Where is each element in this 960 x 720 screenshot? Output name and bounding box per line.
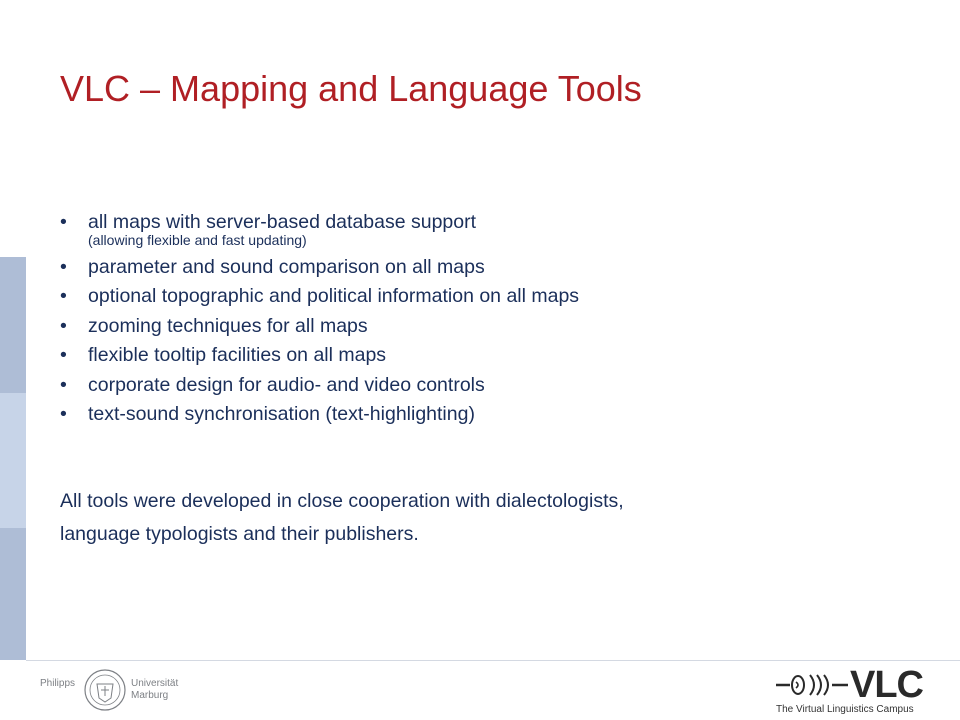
bullet-icon: • xyxy=(60,373,67,396)
logo-text-marburg: Marburg xyxy=(131,690,169,701)
closing-note xyxy=(60,485,840,551)
bullet-icon: • xyxy=(60,211,67,233)
sidebar-stripe-middle xyxy=(0,393,26,528)
footer-divider xyxy=(26,660,960,661)
logo-text-universitat: Universität xyxy=(131,678,179,689)
university-seal-icon xyxy=(83,668,127,712)
bullet-item xyxy=(60,256,820,278)
bullet-item xyxy=(60,344,820,366)
logo-text-philipps: Philipps xyxy=(40,678,76,689)
vlc-logo xyxy=(766,664,956,716)
bullet-item xyxy=(60,403,820,425)
bullet-list xyxy=(60,211,820,433)
university-logo xyxy=(28,668,178,714)
vlc-wordmark: VLC xyxy=(850,664,923,706)
bullet-icon: • xyxy=(60,403,67,425)
sound-wave-icon xyxy=(774,668,848,702)
bullet-text: parameter and sound comparison on all maps xyxy=(88,255,485,278)
bullet-item xyxy=(60,315,820,337)
bullet-text: flexible tooltip facilities on all maps xyxy=(88,344,387,366)
bullet-item xyxy=(60,374,820,396)
bullet-text: all maps with server-based database support xyxy=(88,211,477,233)
sidebar-stripe-bottom xyxy=(0,528,26,660)
slide-title: VLC – Mapping and Language Tools xyxy=(60,68,642,109)
logo-text-university xyxy=(131,678,178,702)
note-line: language typologists and their publishers. xyxy=(60,523,419,545)
bullet-subtext: (allowing flexible and fast updating) xyxy=(88,232,307,248)
bullet-text: text-sound synchronisation (text-highlighting) xyxy=(88,403,475,425)
bullet-item xyxy=(60,285,820,307)
sidebar-stripe-top xyxy=(0,257,26,393)
bullet-text: optional topographic and political information on all maps xyxy=(88,285,580,307)
bullet-text: zooming techniques for all maps xyxy=(88,314,368,337)
vlc-caption: The Virtual Linguistics Campus xyxy=(776,704,914,715)
bullet-icon: • xyxy=(60,255,67,278)
bullet-icon: • xyxy=(60,314,67,337)
bullet-icon: • xyxy=(60,344,67,366)
bullet-item xyxy=(60,211,820,248)
note-line: All tools were developed in close cooperation with dialectologists, xyxy=(60,490,624,512)
bullet-icon: • xyxy=(60,285,67,307)
bullet-text: corporate design for audio- and video controls xyxy=(88,373,485,396)
